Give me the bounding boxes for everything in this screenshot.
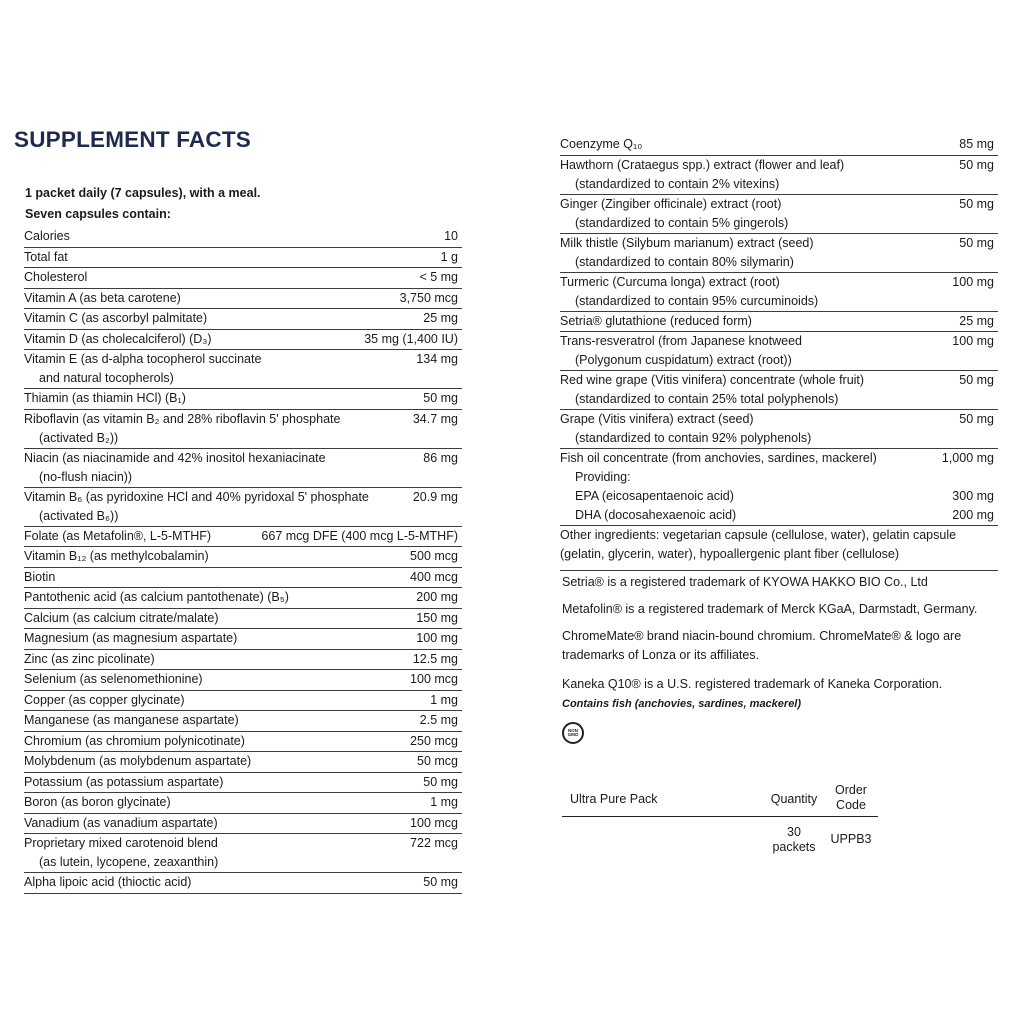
nutrient-amount: 1 mg — [430, 795, 458, 809]
nutrient-amount: 100 mcg — [410, 815, 458, 830]
nutrient-amount: 35 mg (1,400 IU) — [364, 331, 458, 346]
left-row — [24, 330, 462, 351]
nutrient-name: Trans-resveratrol (from Japanese knotweed — [560, 334, 802, 348]
nutrient-amount: 400 mcg — [410, 569, 458, 584]
nutrient-name: Zinc (as zinc picolinate) — [24, 651, 155, 666]
fish-oil-amount: 1,000 mg — [941, 451, 994, 465]
fish-oil-name: Fish oil concentrate (from anchovies, sardines, mackerel) — [560, 451, 877, 465]
nutrient-amount: 50 mg — [423, 774, 458, 789]
nutrient-subtext: (activated B₆)) — [39, 508, 119, 523]
nutrient-amount: 20.9 mg — [412, 489, 458, 504]
nutrient-name: Total fat — [24, 249, 68, 264]
right-row — [560, 135, 998, 156]
left-row — [24, 289, 462, 310]
product-table-row — [562, 817, 878, 855]
left-row — [24, 711, 462, 732]
left-row — [24, 350, 462, 389]
right-row — [560, 332, 998, 371]
nutrient-name: Proprietary mixed carotenoid blend — [24, 836, 218, 850]
nutrient-amount: 50 mg — [959, 412, 994, 426]
nutrient-subtext: (standardized to contain 95% curcuminoids) — [575, 293, 819, 308]
nutrient-amount: 34.7 mg — [412, 411, 458, 426]
nutrient-name: Grape (Vitis vinifera) extract (seed) — [560, 412, 754, 426]
nutrient-name: Chromium (as chromium polynicotinate) — [24, 733, 245, 748]
nutrient-amount: 100 mcg — [410, 672, 458, 686]
nutrient-amount: 50 mg — [423, 391, 458, 405]
left-row — [24, 248, 462, 269]
nutrient-name: Selenium (as selenomethionine) — [24, 672, 203, 686]
chromemate-trademark-note: ChromeMate® brand niacin-bound chromium. ChromeMate® & logo are trademarks of Lonza or its affiliates. — [562, 629, 962, 662]
nutrient-name: Hawthorn (Crataegus spp.) extract (flower and leaf) — [560, 157, 845, 172]
left-row — [24, 488, 462, 527]
left-row — [24, 568, 462, 589]
nutrient-name: Cholesterol — [24, 270, 88, 284]
left-row — [24, 588, 462, 609]
nutrient-name: Red wine grape (Vitis vinifera) concentrate (whole fruit) — [560, 373, 865, 387]
nutrient-amount: 667 mcg DFE (400 mcg L-5-MTHF) — [261, 528, 458, 543]
nutrient-amount: 50 mg — [423, 875, 458, 889]
nutrient-name: Vitamin B₆ (as pyridoxine HCl and 40% pyridoxal 5' phosphate — [24, 489, 369, 504]
nutrient-name: Folate (as Metafolin®, L-5-MTHF) — [24, 528, 212, 543]
right-row — [560, 156, 998, 195]
epa-name: EPA (eicosapentaenoic acid) — [575, 489, 734, 503]
left-row — [24, 670, 462, 691]
nutrient-subtext: (Polygonum cuspidatum) extract (root)) — [575, 353, 792, 367]
nutrient-amount: 500 mcg — [410, 549, 458, 563]
right-facts-rows — [560, 135, 998, 449]
right-row — [560, 195, 998, 234]
nutrient-name: Vitamin E (as d-alpha tocopherol succinate — [24, 352, 262, 366]
right-row — [560, 273, 998, 312]
left-row — [24, 268, 462, 289]
left-row — [24, 527, 462, 548]
nutrient-subtext: (no-flush niacin)) — [39, 469, 133, 484]
nutrient-amount: 134 mg — [416, 352, 458, 366]
nutrient-name: Vanadium (as vanadium aspartate) — [24, 815, 218, 830]
nutrient-amount: < 5 mg — [419, 270, 458, 284]
left-row — [24, 834, 462, 873]
left-row — [24, 732, 462, 753]
nutrient-name: Copper (as copper glycinate) — [24, 692, 185, 707]
allergen-statement: Contains fish (anchovies, sardines, mackerel) — [562, 698, 802, 710]
left-row — [24, 650, 462, 671]
left-row — [24, 309, 462, 330]
left-row — [24, 449, 462, 488]
nutrient-name: Milk thistle (Silybum marianum) extract (seed) — [560, 235, 814, 250]
product-table — [562, 778, 878, 855]
epa-amount: 300 mg — [952, 489, 994, 503]
nutrient-amount: 50 mg — [959, 196, 994, 211]
dha-name: DHA (docosahexaenoic acid) — [575, 508, 737, 522]
nutrient-name: Setria® glutathione (reduced form) — [560, 313, 752, 328]
serving-size: 1 packet daily (7 capsules), with a meal. — [25, 186, 261, 200]
nutrient-subtext: (standardized to contain 25% total polyphenols) — [575, 392, 839, 406]
nutrient-subtext: (activated B₂)) — [39, 430, 119, 445]
right-row — [560, 371, 998, 410]
nutrient-name: Coenzyme Q₁₀ — [560, 137, 643, 151]
nutrient-name: Vitamin D (as cholecalciferol) (D₃) — [24, 331, 212, 346]
setria-trademark-note: Setria® is a registered trademark of KYOWA HAKKO BIO Co., Ltd — [562, 575, 928, 589]
left-row — [24, 752, 462, 773]
page-title: SUPPLEMENT FACTS — [14, 127, 251, 152]
left-row — [24, 629, 462, 650]
nutrient-amount: 1 g — [440, 249, 458, 264]
nutrient-amount: 50 mcg — [417, 754, 458, 768]
nutrient-subtext: (as lutein, lycopene, zeaxanthin) — [39, 855, 219, 869]
product-table-header — [562, 778, 878, 817]
nutrient-name: Boron (as boron glycinate) — [24, 795, 171, 809]
left-row — [24, 609, 462, 630]
nutrient-name: Magnesium (as magnesium aspartate) — [24, 631, 238, 645]
nutrient-amount: 12.5 mg — [412, 651, 458, 666]
fish-oil-providing: Providing: — [575, 470, 631, 484]
kaneka-trademark-note: Kaneka Q10® is a U.S. registered trademark of Kaneka Corporation. — [562, 677, 943, 691]
left-row — [24, 773, 462, 794]
nutrient-subtext: (standardized to contain 92% polyphenols) — [575, 431, 812, 445]
dha-amount: 200 mg — [952, 508, 994, 522]
nutrient-name: Pantothenic acid (as calcium pantothenate) (B₅) — [24, 590, 289, 604]
left-row — [24, 873, 462, 894]
quantity-header: Quantity — [770, 792, 818, 806]
nutrient-amount: 25 mg — [423, 311, 458, 325]
nutrient-name: Riboflavin (as vitamin B₂ and 28% riboflavin 5' phosphate — [24, 411, 341, 426]
nutrient-amount: 1 mg — [430, 692, 458, 707]
nutrient-subtext: (standardized to contain 2% vitexins) — [575, 176, 780, 191]
left-row — [24, 691, 462, 712]
fish-oil-block — [560, 449, 998, 526]
product-name-header: Ultra Pure Pack — [570, 792, 658, 806]
nutrient-name: Vitamin A (as beta carotene) — [24, 290, 181, 305]
nutrient-amount: 250 mcg — [410, 733, 458, 748]
left-row — [24, 547, 462, 568]
left-row — [24, 814, 462, 835]
nutrient-name: Niacin (as niacinamide and 42% inositol hexaniacinate — [24, 450, 326, 465]
nutrient-amount: 50 mg — [959, 373, 994, 387]
nutrient-amount: 200 mg — [416, 590, 458, 604]
nutrient-name: Ginger (Zingiber officinale) extract (root) — [560, 196, 782, 211]
nutrient-amount: 10 — [444, 229, 458, 243]
quantity-value: 30 packets — [772, 825, 816, 854]
nutrient-subtext: and natural tocopherols) — [39, 371, 174, 385]
nutrient-name: Molybdenum (as molybdenum aspartate) — [24, 754, 252, 768]
metafolin-trademark-note: Metafolin® is a registered trademark of Merck KGaA, Darmstadt, Germany. — [562, 602, 978, 616]
left-row — [24, 227, 462, 248]
nutrient-subtext: (standardized to contain 80% silymarin) — [575, 254, 794, 269]
right-row — [560, 234, 998, 273]
nutrient-name: Manganese (as manganese aspartate) — [24, 713, 239, 727]
right-row — [560, 312, 998, 333]
order-code-header: Order Code — [835, 783, 867, 812]
nutrient-amount: 85 mg — [959, 137, 994, 151]
nutrient-name: Alpha lipoic acid (thioctic acid) — [24, 875, 192, 889]
nutrient-subtext: (standardized to contain 5% gingerols) — [575, 215, 789, 230]
left-facts-column — [24, 227, 462, 894]
nutrient-amount: 50 mg — [959, 157, 994, 172]
nutrient-amount: 100 mg — [952, 274, 994, 289]
nutrient-amount: 86 mg — [423, 450, 458, 465]
right-facts-column — [560, 135, 998, 571]
nutrient-amount: 150 mg — [416, 610, 458, 625]
left-row — [24, 410, 462, 449]
other-ingredients: Other ingredients: vegetarian capsule (cellulose, water), gelatin capsule (gelatin, glycerin, water), hypoallergenic plant fiber (cellulose) — [560, 526, 998, 571]
right-row — [560, 410, 998, 449]
left-row — [24, 389, 462, 410]
nutrient-name: Vitamin B₁₂ (as methylcobalamin) — [24, 549, 209, 563]
nutrient-amount: 3,750 mcg — [399, 290, 458, 305]
nutrient-amount: 50 mg — [959, 235, 994, 250]
left-row — [24, 793, 462, 814]
nutrient-amount: 25 mg — [959, 313, 994, 328]
contain-label: Seven capsules contain: — [25, 207, 171, 221]
non-gmo-badge-icon: NON GMO — [562, 722, 584, 744]
nutrient-name: Biotin — [24, 569, 56, 584]
nutrient-name: Calories — [24, 229, 70, 243]
nutrient-amount: 2.5 mg — [419, 713, 458, 727]
nutrient-name: Turmeric (Curcuma longa) extract (root) — [560, 274, 780, 289]
nutrient-name: Thiamin (as thiamin HCl) (B₁) — [24, 391, 186, 405]
order-code-value: UPPB3 — [830, 832, 872, 846]
nutrient-amount: 100 mg — [416, 631, 458, 645]
nutrient-name: Calcium (as calcium citrate/malate) — [24, 610, 219, 625]
nutrient-amount: 100 mg — [952, 334, 994, 348]
nutrient-amount: 722 mcg — [410, 836, 458, 850]
nutrient-name: Potassium (as potassium aspartate) — [24, 774, 224, 789]
nutrient-name: Vitamin C (as ascorbyl palmitate) — [24, 311, 208, 325]
